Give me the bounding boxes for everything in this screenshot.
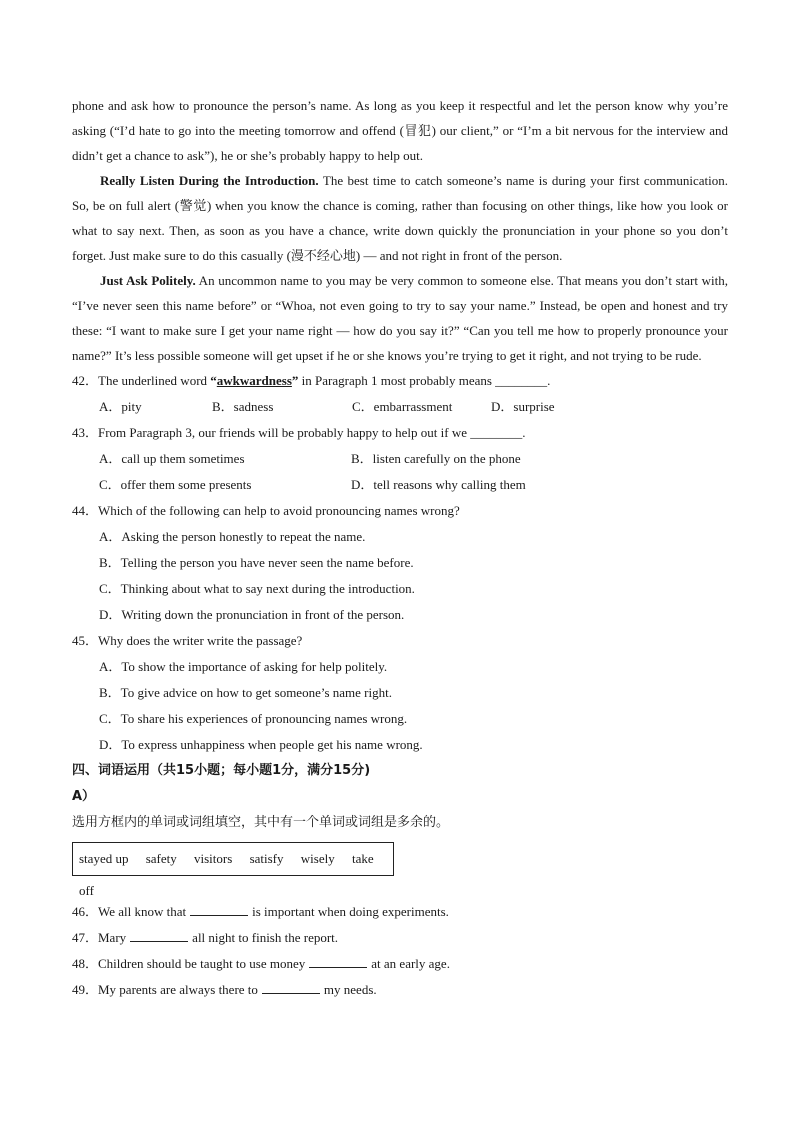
option-d[interactable]: D．surprise [491,399,555,414]
item-text-post: my needs. [323,982,377,997]
question-42 [72,368,728,394]
paragraph-heading: Just Ask Politely. [100,273,196,288]
fill-item-47 [72,925,728,951]
word-bank-item: wisely [300,851,335,866]
option-c[interactable]: C．embarrassment [352,399,453,414]
passage-paragraph-3 [72,268,728,368]
word-bank-item: safety [145,851,177,866]
option-d[interactable]: D．Writing down the pronunciation in front of the person. [99,607,405,622]
paragraph-text: phone and ask how to pronounce the person’s name. As long as you keep it respectful and let the person know why you’re asking (“I’d hate to go into the meeting tomorrow and offend (冒犯) our client,” or “I’m a bit nervous for the interview and didn’t get a chance to ask”), he or she’s probably happy to help out. [72,98,728,163]
option-a[interactable]: A．call up them sometimes [99,451,245,466]
item-text-post: at an early age. [371,956,450,971]
option-b[interactable]: B．sadness [212,399,274,414]
fill-item-49 [72,977,728,1003]
answer-blank[interactable] [309,955,367,968]
question-43: 43．From Paragraph 3, our friends will be probably happy to help out if we ________. [72,425,526,440]
section-part-label: A） [72,789,96,804]
item-text-pre: 48．Children should be taught to use money [72,956,306,971]
answer-blank[interactable] [190,903,248,916]
document-page [72,93,728,1003]
passage-paragraph-1 [72,93,728,168]
option-d[interactable]: D．To express unhappiness when people get his name wrong. [99,737,423,752]
option-a[interactable]: A．To show the importance of asking for help politely. [99,659,388,674]
word-bank-item: stayed up [79,851,129,866]
word-bank-item: satisfy [249,851,284,866]
word-bank-item: visitors [194,851,233,866]
question-44: 44．Which of the following can help to avoid pronouncing names wrong? [72,503,460,518]
answer-blank[interactable] [262,981,320,994]
question-45: 45．Why does the writer write the passage? [72,633,303,648]
option-b[interactable]: B．Telling the person you have never seen the name before. [99,555,414,570]
option-a[interactable]: A．pity [99,399,142,414]
fill-item-46 [72,899,728,925]
question-43-options-row-2 [72,472,728,498]
paragraph-heading: Really Listen During the Introduction. [100,173,319,188]
section-title: 四、词语运用（共15小题；每小题1分，满分15分) [72,763,371,778]
item-text-pre: 47．Mary [72,930,127,945]
underlined-word: “awkwardness” [210,373,299,388]
option-b[interactable]: B．To give advice on how to get someone’s name right. [99,685,392,700]
option-c[interactable]: C．offer them some presents [99,477,252,492]
option-d[interactable]: D．tell reasons why calling them [351,477,526,492]
word-bank-item: take off [79,851,374,898]
paragraph-text: An uncommon name to you may be very common to someone else. That means you don’t start with, “I’ve never seen this name before” or “Whoa, not even going to try to say your name.” Instead, be open and honest and try these: “I want to make sure I get your name right — how do you say it?” “Can you tell me how to properly pronounce your name?” It’s less possible someone will get upset if he or she knows you’re trying to get it right, and not trying to be rude. [72,273,728,363]
question-stem-post: in Paragraph 1 most probably means ________. [298,373,551,388]
option-c[interactable]: C．Thinking about what to say next during the introduction. [99,581,415,596]
paragraph-text: The best time to catch someone’s name is during your first communication. So, be on full alert (警觉) when you know the chance is coming, rather than focusing on other things, like how you look or what to say next. Then, as soon as you have a chance, write down quickly the pronunciation in your phone so you don’t forget. Just make sure to do this casually (漫不经心地) — and not right in front of the person. [72,173,729,263]
section-instruction: 选用方框内的单词或词组填空，其中有一个单词或词组是多余的。 [72,815,450,830]
option-a[interactable]: A．Asking the person honestly to repeat the name. [99,529,366,544]
option-b[interactable]: B．listen carefully on the phone [351,451,521,466]
item-text-post: all night to finish the report. [192,930,339,945]
fill-item-48 [72,951,728,977]
option-c[interactable]: C．To share his experiences of pronouncing names wrong. [99,711,408,726]
question-42-options [72,394,728,420]
item-text-pre: 46．We all know that [72,904,187,919]
item-text-pre: 49．My parents are always there to [72,982,258,997]
passage-paragraph-2 [72,168,728,268]
word-bank-box [72,842,394,898]
answer-blank[interactable] [130,929,188,942]
question-stem-pre: 42．The underlined word [72,373,211,388]
item-text-post: is important when doing experiments. [252,904,449,919]
question-43-options-row-1 [72,446,728,472]
